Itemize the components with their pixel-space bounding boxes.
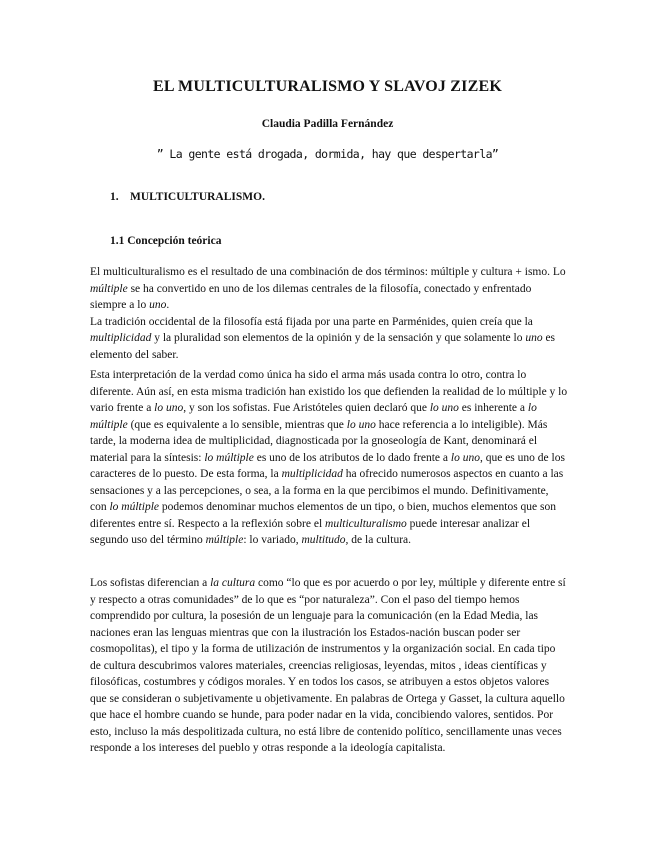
section-number: 1. xyxy=(110,191,119,203)
section-title: MULTICULTURALISMO. xyxy=(130,191,265,203)
paragraph-1a: El multiculturalismo es el resultado de una combinación de dos términos: múltiple y cultura + ismo. Lo múltiple se ha convertido en uno de los dilemas centrales de la filosofía, conectado y enfrentado siempre a lo uno. xyxy=(90,266,566,311)
document-title: EL MULTICULTURALISMO Y SLAVOJ ZIZEK xyxy=(152,78,502,95)
paragraph-1b: La tradición occidental de la filosofía está fijada por una parte en Parménides, quien creía que la multiplicidad y la pluralidad son elementos de la opinión y de la sensación y que solamente lo uno es elemento del saber. xyxy=(90,315,556,361)
subsection-heading: 1.1 Concepción teórica xyxy=(110,235,222,247)
paragraph-3: Los sofistas diferencian a la cultura como “lo que es por acuerdo o por ley, múltiple y diferente entre sí y respecto a otras comunidades” de lo que es “por naturaleza”. Con el paso del tiempo hemos comprendido por cultura, la posesión de un lenguaje para la comunicación (en la Edad Media, las naciones eran las lenguas mientras que con la ilustración los Estados-nación buscan poder ser cosmopolitas), el tipo y la forma de utilización de instrumentos y la organización social. En cada tipo de cultura descubrimos valores materiales, creencias religiosas, leyendas, mitos , ideas científicas y filosóficas, costumbres y códigos morales. Y en todos los casos, se atribuyen a estos objetos valores que se consideran o subjetivamente u objetivamente. En palabras de Ortega y Gasset, la cultura aquello que hace el hombre cuando se hunde, para poder nadar en la vida, concibiendo valores, sentidos. Por esto, incluso la más despolitizada cultura, no está libre de contenido político, sencillamente unas veces responde a los intereses del pueblo y otras responde a la ideología capitalista. xyxy=(90,577,566,754)
paragraph-2: Esta interpretación de la verdad como única ha sido el arma más usada contra lo otro, contra lo diferente. Aún así, en esta misma tradición han existido los que defienden la realidad de lo múltiple y lo vario frente a lo uno, y son los sofistas. Fue Aristóteles quien declaró que lo uno es inherente a lo múltiple (que es equivalente a lo sensible, mientras que lo uno hace referencia a lo inteligible). Más tarde, la moderna idea de multiplicidad, diagnosticada por la gnoseología de Kant, denominará el material para la síntesis: lo múltiple es uno de los atributos de lo dado frente a lo uno, que es uno de los caracteres de lo puesto. De esta forma, la multiplicidad ha ofrecido numerosos aspectos en cuanto a las sensaciones y a las percepciones, o sea, a la forma en la que percibimos el mundo. Definitivamente, con lo múltiple podemos denominar muchos elementos de un tipo, o bien, muchos elementos que son diferentes entre sí. Respecto a la reflexión sobre el multiculturalismo puede interesar analizar el segundo uso del término múltiple: lo variado, multitudo, de la cultura. xyxy=(90,369,568,546)
epigraph-quote: ” La gente está drogada, dormida, hay que despertarla” xyxy=(156,147,499,161)
section-heading xyxy=(110,191,265,203)
author-name: Claudia Padilla Fernández xyxy=(261,118,394,130)
paragraph-1 xyxy=(90,264,568,363)
